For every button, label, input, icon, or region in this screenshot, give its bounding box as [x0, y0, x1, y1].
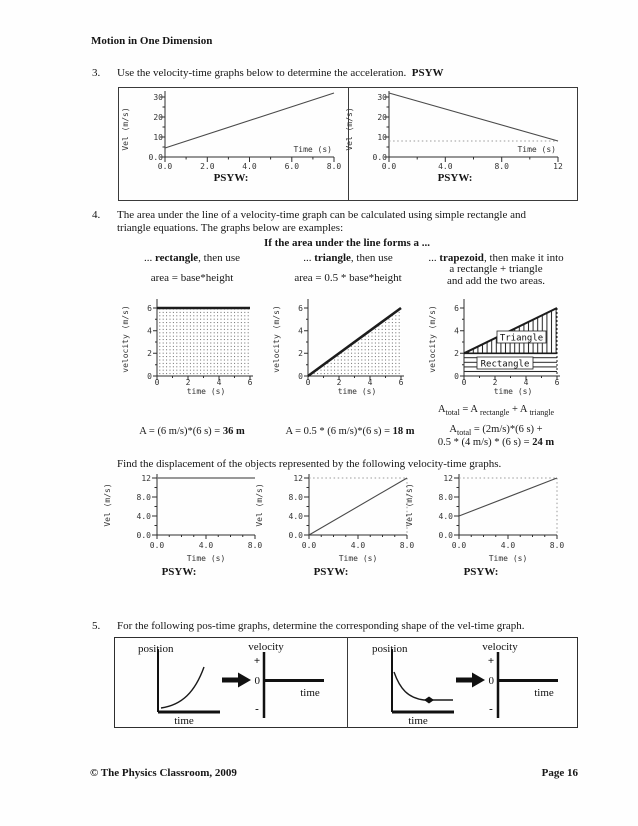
- svg-text:6: 6: [554, 378, 560, 387]
- footer-page-number: Page 16: [541, 767, 578, 779]
- area-formula-3-line1: [408, 404, 584, 419]
- d2-y-tick-labels: [289, 474, 304, 540]
- svg-text:30: 30: [377, 93, 387, 102]
- zero-label: 0: [488, 675, 494, 687]
- rectangle-label: Rectangle: [480, 359, 530, 370]
- c1-pre: ...: [143, 252, 155, 264]
- svg-text:4.0: 4.0: [136, 512, 151, 521]
- q4-text: [117, 209, 582, 234]
- ex3-x-tick-labels: [462, 378, 560, 387]
- curve-arrowhead-icon: [424, 697, 434, 704]
- q3a-y-axis-label: Vel (m/s): [121, 107, 130, 151]
- position-time-curve: [161, 667, 204, 708]
- ex1-y-tick-labels: [147, 304, 152, 381]
- t1b: = A: [459, 404, 481, 415]
- svg-text:4.0: 4.0: [242, 162, 257, 171]
- position-time-curve: [394, 672, 453, 700]
- d1-x-tick-labels: [150, 541, 263, 550]
- q3b-psyw-label: PSYW:: [437, 172, 473, 184]
- velocity-axis-label: velocity: [248, 641, 284, 653]
- svg-text:2: 2: [185, 378, 191, 387]
- svg-text:12: 12: [293, 474, 303, 483]
- q4-example-trapezoid-graph: [425, 291, 583, 395]
- c2-bold: triangle: [314, 252, 351, 264]
- ex2-x-axis-label: time (s): [337, 387, 377, 396]
- svg-text:30: 30: [153, 93, 163, 102]
- svg-text:6: 6: [398, 378, 404, 387]
- time-axis-label: time: [174, 715, 194, 727]
- q4-col1-formula: area = base*height: [150, 272, 234, 284]
- d1-psyw-label: PSYW:: [161, 566, 197, 578]
- ex1-x-axis-label: time (s): [186, 387, 226, 396]
- triangle-label: Triangle: [499, 333, 544, 344]
- svg-text:8.0: 8.0: [326, 162, 342, 171]
- svg-text:0: 0: [454, 372, 459, 381]
- c1-bold: rectangle: [154, 252, 199, 264]
- svg-text:8.0: 8.0: [288, 493, 303, 502]
- svg-text:0.0: 0.0: [288, 531, 303, 540]
- q3a-y-tick-labels: [149, 93, 164, 162]
- q4-example-triangle-graph: [269, 291, 421, 395]
- ex2-y-axis-label: velocity (m/s): [272, 305, 281, 373]
- q3a-x-axis-label: Time (s): [293, 145, 332, 154]
- c2-post: , then use: [350, 252, 393, 264]
- svg-text:4: 4: [216, 378, 222, 387]
- svg-text:6.0: 6.0: [284, 162, 300, 171]
- d3-psyw-label: PSYW:: [463, 566, 499, 578]
- t1b-sub: rectangle: [480, 408, 510, 418]
- q4-text-line2: triangle equations. The graphs below are examples:: [117, 221, 344, 234]
- svg-text:0: 0: [154, 378, 160, 387]
- svg-text:4.0: 4.0: [500, 541, 516, 550]
- d1-y-tick-labels: [137, 474, 152, 540]
- q3-graph-a: [116, 89, 346, 169]
- displacement-graph-3: [400, 471, 565, 565]
- q3b-data-line: [389, 93, 558, 141]
- d2-x-tick-labels: [302, 541, 415, 550]
- d2-data-line: [309, 478, 407, 535]
- q3b-y-tick-labels: [373, 93, 388, 162]
- q3-number: 3.: [92, 67, 101, 79]
- svg-text:4: 4: [454, 326, 459, 336]
- ex1-x-tick-labels: [155, 378, 253, 387]
- q4-col1-header: [112, 252, 272, 265]
- plus-label: +: [253, 655, 261, 667]
- q5-number: 5.: [92, 620, 101, 632]
- svg-text:0.0: 0.0: [157, 162, 173, 171]
- svg-text:0.0: 0.0: [136, 531, 151, 540]
- q4-example-rectangle-graph: [118, 291, 270, 395]
- q4-text-line1: The area under the line of a velocity-time graph can be calculated using simple rectangle and: [117, 209, 526, 221]
- position-axis-label: position: [138, 643, 174, 655]
- c3-bold: trapezoid: [439, 252, 484, 264]
- ex3-y-tick-labels: [454, 304, 459, 381]
- q3b-y-axis-label: Vel (m/s): [345, 107, 354, 151]
- svg-text:0: 0: [147, 372, 152, 381]
- svg-text:6: 6: [147, 304, 152, 313]
- c2-pre: ...: [303, 252, 315, 264]
- svg-text:2: 2: [298, 349, 303, 358]
- svg-text:6: 6: [298, 304, 303, 313]
- a1-bold: 36 m: [222, 426, 245, 437]
- minus-label: -: [489, 703, 493, 715]
- svg-text:8.0: 8.0: [399, 541, 415, 550]
- ex2-x-tick-labels: [306, 378, 404, 387]
- svg-text:2: 2: [336, 378, 342, 387]
- q4-col3-line3: and add the two areas.: [446, 275, 546, 287]
- t2a: A: [449, 424, 458, 435]
- svg-text:2: 2: [147, 349, 152, 358]
- d2-y-axis-label: Vel (m/s): [255, 483, 264, 527]
- dotted-area-fill: [157, 308, 250, 376]
- right-arrow-icon: [456, 673, 485, 688]
- d2-x-axis-label: Time (s): [338, 554, 378, 563]
- d3-y-tick-labels: [439, 474, 454, 540]
- q3-graph-b: [340, 89, 570, 169]
- svg-text:6: 6: [454, 304, 459, 313]
- svg-text:8.0: 8.0: [136, 493, 151, 502]
- d3-data-line: [459, 478, 557, 516]
- area-formula-1: [108, 426, 276, 438]
- t1c: + A: [509, 404, 530, 415]
- d3-x-axis-label: Time (s): [488, 554, 528, 563]
- svg-text:0: 0: [298, 372, 303, 381]
- svg-text:4.0: 4.0: [350, 541, 366, 550]
- time-axis-label: time: [408, 715, 428, 727]
- q3b-x-axis-label: Time (s): [517, 145, 556, 154]
- q3a-data-line: [165, 93, 334, 148]
- d3-dotted-guides: [459, 478, 557, 535]
- svg-text:4: 4: [298, 326, 303, 336]
- c1-post: , then use: [198, 252, 241, 264]
- svg-text:0.0: 0.0: [372, 153, 387, 162]
- plus-label: +: [487, 655, 495, 667]
- area-formula-3-line3: [408, 437, 584, 449]
- zero-label: 0: [254, 675, 260, 687]
- svg-text:4.0: 4.0: [288, 512, 303, 521]
- ex1-y-axis-label: velocity (m/s): [121, 305, 130, 373]
- minus-label: -: [255, 703, 259, 715]
- svg-text:0.0: 0.0: [381, 162, 397, 171]
- a2-main: A = 0.5 * (6 m/s)*(6 s) =: [285, 426, 393, 437]
- t1a-sub: total: [445, 408, 460, 418]
- d1-axes: [152, 474, 255, 539]
- q4-col2-header: [268, 252, 428, 265]
- t1c-sub: triangle: [529, 408, 555, 418]
- svg-text:8.0: 8.0: [494, 162, 509, 171]
- svg-text:0.0: 0.0: [438, 531, 453, 540]
- svg-text:8.0: 8.0: [438, 493, 453, 502]
- a2-bold: 18 m: [392, 426, 415, 437]
- ex2-y-tick-labels: [298, 304, 303, 381]
- t2a-sub: total: [457, 428, 472, 438]
- q3-psyw: PSYW: [411, 67, 444, 79]
- svg-text:4: 4: [523, 378, 529, 387]
- svg-text:4: 4: [367, 378, 373, 387]
- svg-text:0: 0: [305, 378, 311, 387]
- ex3-x-axis-label: time (s): [493, 387, 533, 396]
- svg-text:4.0: 4.0: [198, 541, 214, 550]
- a1-main: A = (6 m/s)*(6 s) =: [139, 426, 223, 437]
- d2-psyw-label: PSYW:: [313, 566, 349, 578]
- q5-text: For the following pos-time graphs, determine the corresponding shape of the vel-time graph.: [117, 620, 525, 632]
- d1-y-axis-label: Vel (m/s): [103, 483, 112, 527]
- svg-text:2: 2: [492, 378, 498, 387]
- q5-panel-2: [348, 638, 580, 726]
- q4-find-text: Find the displacement of the objects represented by the following velocity-time graphs.: [117, 458, 502, 470]
- svg-text:8.0: 8.0: [549, 541, 565, 550]
- q3a-psyw-label: PSYW:: [213, 172, 249, 184]
- q4-heading: If the area under the line forms a ...: [263, 237, 431, 249]
- t3-bold: 24 m: [532, 437, 555, 448]
- position-axis-label: position: [372, 643, 408, 655]
- velocity-time-label: time: [534, 687, 554, 699]
- right-arrow-icon: [222, 673, 251, 688]
- svg-text:20: 20: [377, 113, 387, 122]
- velocity-axis-label: velocity: [482, 641, 518, 653]
- d1-x-axis-label: Time (s): [186, 554, 226, 563]
- svg-text:6: 6: [247, 378, 253, 387]
- svg-text:10: 10: [377, 133, 387, 142]
- q5-panel-1: [114, 638, 346, 726]
- t3-main: 0.5 * (4 m/s) * (6 s) =: [437, 437, 533, 448]
- q4-col3-line2: a rectangle + triangle: [449, 263, 543, 275]
- svg-text:4.0: 4.0: [438, 512, 453, 521]
- svg-text:20: 20: [153, 113, 163, 122]
- svg-text:12: 12: [141, 474, 151, 483]
- ex3-y-axis-label: velocity (m/s): [428, 305, 437, 373]
- c3-post: , then make it into: [483, 252, 564, 264]
- svg-text:2.0: 2.0: [200, 162, 215, 171]
- c3-pre: ...: [428, 252, 440, 264]
- d3-y-axis-label: Vel (m/s): [405, 483, 414, 527]
- q3-text-main: Use the velocity-time graphs below to determine the acceleration.: [117, 67, 407, 79]
- svg-text:0.0: 0.0: [301, 541, 317, 550]
- q4-number: 4.: [92, 209, 101, 221]
- svg-text:0: 0: [461, 378, 467, 387]
- velocity-time-label: time: [300, 687, 320, 699]
- svg-text:4.0: 4.0: [438, 162, 453, 171]
- svg-text:0.0: 0.0: [149, 541, 165, 550]
- svg-text:2: 2: [454, 349, 459, 358]
- q4-col2-formula: area = 0.5 * base*height: [294, 272, 402, 284]
- q3-text: [117, 67, 587, 80]
- footer-copyright: © The Physics Classroom, 2009: [90, 767, 237, 779]
- displacement-graph-2: [247, 471, 415, 565]
- svg-text:12: 12: [553, 162, 563, 171]
- svg-text:10: 10: [153, 133, 163, 142]
- svg-text:4: 4: [147, 326, 152, 336]
- d3-x-tick-labels: [452, 541, 565, 550]
- svg-text:0.0: 0.0: [148, 153, 163, 162]
- displacement-graph-1: [98, 471, 263, 565]
- svg-text:8.0: 8.0: [247, 541, 263, 550]
- svg-text:0.0: 0.0: [451, 541, 467, 550]
- t1a: A: [437, 404, 446, 415]
- svg-text:12: 12: [443, 474, 453, 483]
- page-title: Motion in One Dimension: [91, 35, 213, 47]
- t2b: = (2m/s)*(6 s) +: [471, 424, 543, 435]
